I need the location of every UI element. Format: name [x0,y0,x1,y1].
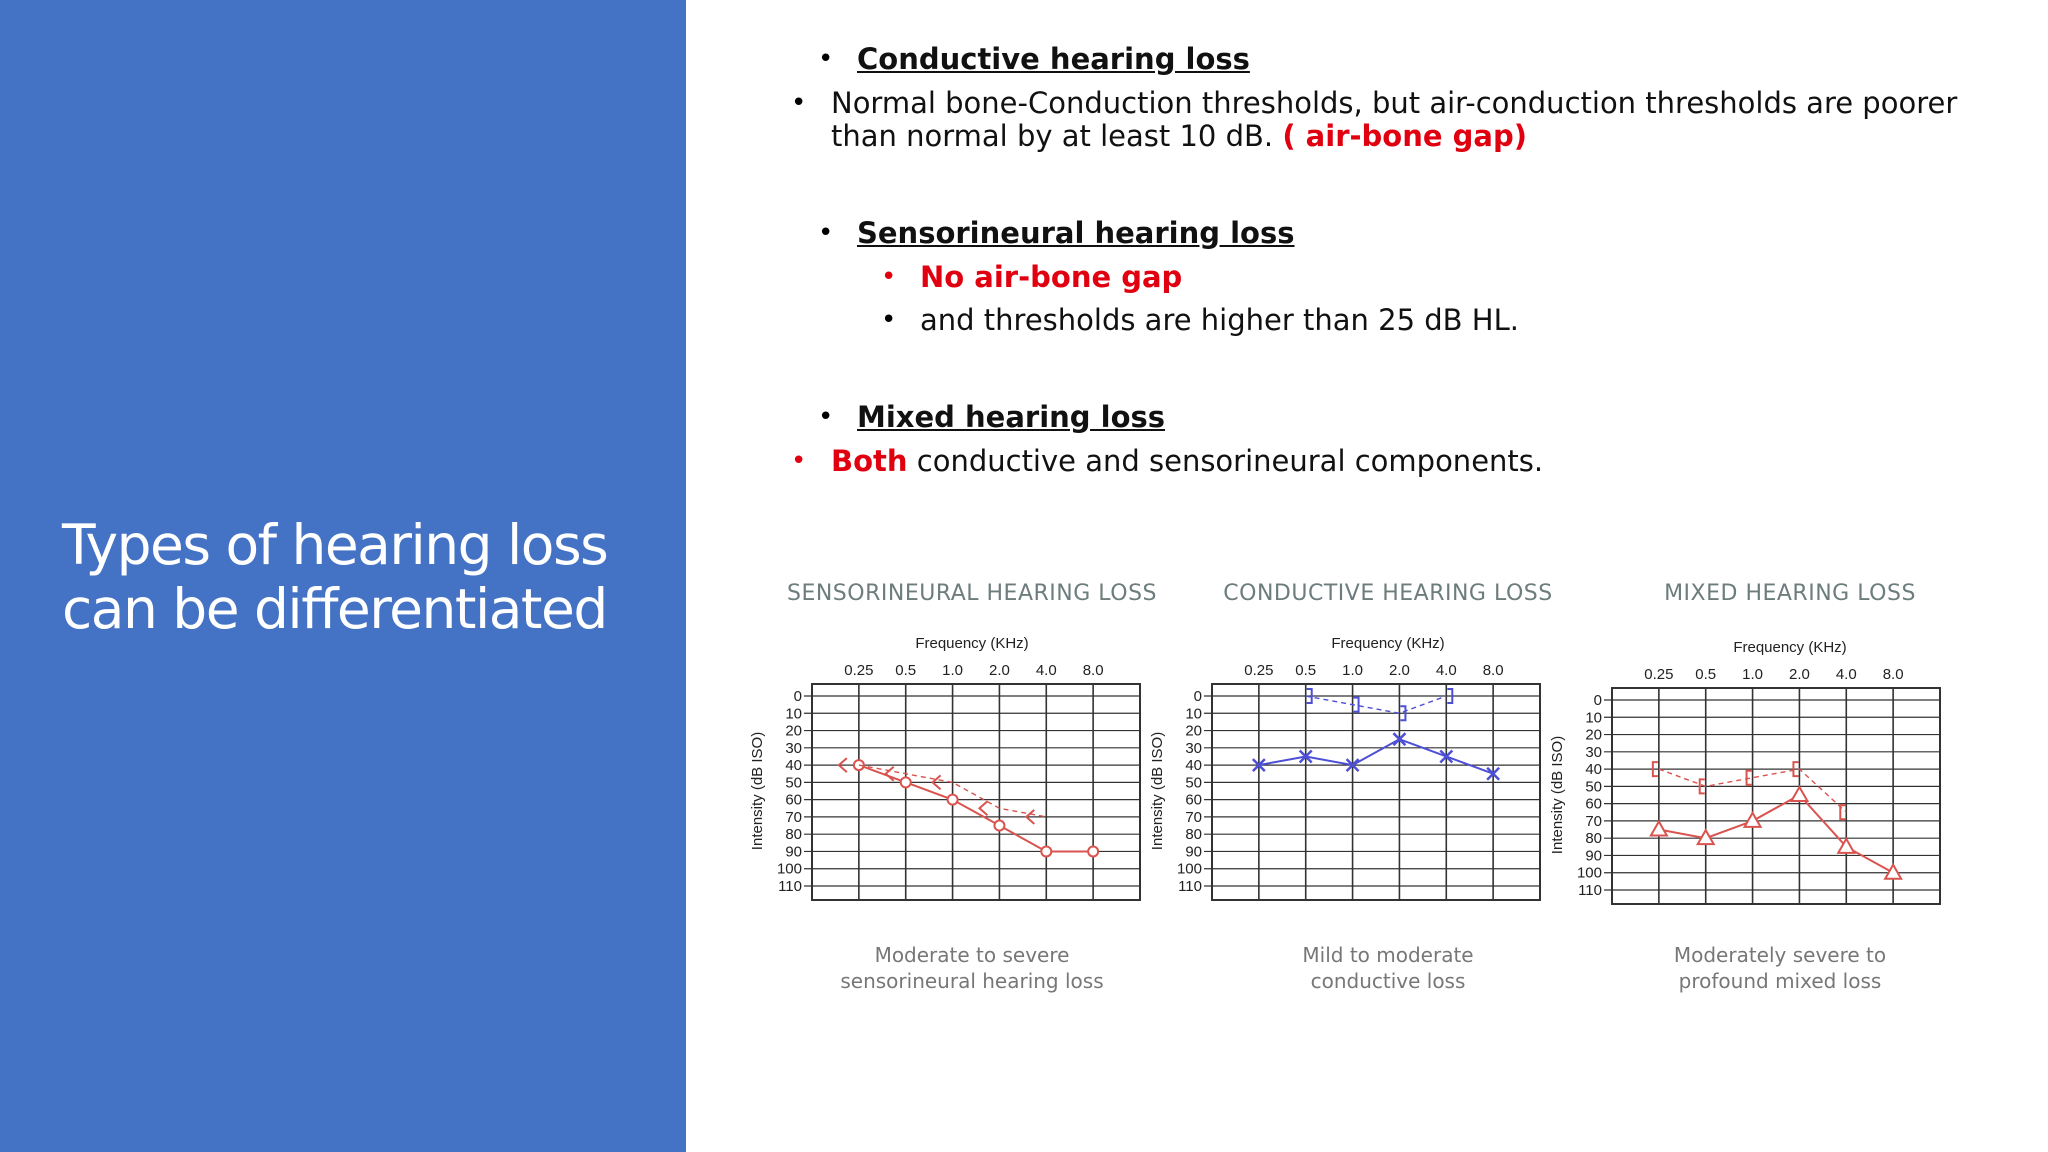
mixed-y-tick-label: 110 [1578,882,1602,899]
sensorineural-y-axis-label: Intensity (dB ISO) [749,731,766,851]
sensorineural-point-circle [994,821,1004,831]
sensorineural-heading: Sensorineural hearing loss [857,216,1295,250]
sensorineural-point-bone [886,767,894,781]
mixed-highlight: Both [831,444,908,478]
sensorineural-grid-frame [812,684,1140,900]
mixed-y-tick-label: 0 [1593,692,1602,709]
sensorineural-y-tick-label: 110 [778,878,802,895]
conductive-x-axis-label: Frequency (KHz) [1331,635,1445,652]
sensorineural-x-tick-label: 4.0 [1035,662,1057,679]
conductive-y-tick-label: 100 [1176,860,1202,878]
conductive-y-tick-label: 90 [1185,843,1202,861]
sensorineural-point-circle [1088,846,1098,856]
sensorineural-x-axis-label: Frequency (KHz) [915,635,1029,652]
mixed-y-tick-label: 10 [1585,709,1602,727]
slide-title-line1: Types of hearing loss [62,513,608,577]
mixed-x-axis-label: Frequency (KHz) [1733,639,1847,656]
sensorineural-series-line-air [859,765,1093,851]
sensorineural-y-tick-label: 100 [776,860,802,878]
conductive-y-tick-label: 20 [1185,722,1202,740]
conductive-y-tick-label: 60 [1185,791,1202,809]
conductive-x-tick-label: 0.5 [1295,662,1317,679]
conductive-x-tick-label: 1.0 [1342,662,1364,679]
sensorineural-x-tick-label: 0.5 [895,662,917,679]
mixed-y-tick-label: 60 [1585,795,1602,813]
mixed-y-tick-label: 70 [1585,812,1602,830]
conductive-caption-line2: conductive loss [1310,969,1466,993]
bullet-dot: • [818,402,834,432]
conductive-text: Normal bone-Conduction thresholds, but air-conduction thresholds are poorer [831,86,1958,120]
mixed-point-bone [1840,805,1845,819]
bullet-dot: • [881,305,897,335]
sensorineural-point-circle [901,777,911,787]
mixed-point-triangle [1651,822,1667,836]
slide-title-line2: can be differentiated [62,577,607,641]
sensorineural-chart-title: SENSORINEURAL HEARING LOSS [786,581,1158,606]
conductive-caption-line1: Mild to moderate [1302,943,1474,967]
conductive-x-tick-label: 2.0 [1388,662,1410,679]
conductive-y-tick-label: 10 [1185,705,1202,723]
conductive-grid-frame [1212,684,1540,900]
conductive-x-tick-label: 8.0 [1482,662,1504,679]
mixed-point-triangle [1885,865,1901,879]
conductive-text2: than normal by at least 10 dB. [831,119,1274,153]
air-bone-gap-highlight: ( air-bone gap) [1282,119,1527,153]
conductive-heading: Conductive hearing loss [857,42,1250,76]
conductive-y-axis-label: Intensity (dB ISO) [1149,731,1166,851]
sensorineural-x-tick-label: 8.0 [1082,662,1104,679]
mixed-caption-line2: profound mixed loss [1678,969,1882,993]
sensorineural-point-bone [979,801,987,815]
mixed-y-tick-label: 50 [1585,778,1602,796]
mixed-caption-line1: Moderately severe to [1673,943,1887,967]
mixed-chart-title: MIXED HEARING LOSS [1664,581,1916,606]
mixed-y-tick-label: 30 [1585,743,1602,761]
mixed-x-tick-label: 0.25 [1644,666,1674,683]
sensorineural-sub2: and thresholds are higher than 25 dB HL. [920,303,1519,337]
mixed-y-tick-label: 100 [1576,864,1602,882]
sensorineural-y-tick-label: 0 [793,688,802,705]
mixed-x-tick-label: 4.0 [1835,666,1857,683]
sensorineural-y-tick-label: 30 [785,739,802,757]
mixed-y-tick-label: 80 [1585,830,1602,848]
bullet-dot: • [818,44,834,74]
mixed-y-tick-label: 20 [1585,726,1602,744]
conductive-chart-title: CONDUCTIVE HEARING LOSS [1223,581,1553,606]
sensorineural-y-tick-label: 60 [785,791,802,809]
sensorineural-y-tick-label: 70 [785,808,802,826]
sensorineural-x-tick-label: 1.0 [942,662,964,679]
mixed-heading: Mixed hearing loss [857,400,1166,434]
mixed-x-tick-label: 8.0 [1882,666,1904,683]
sensorineural-x-tick-label: 0.25 [844,662,874,679]
sensorineural-point-circle [948,795,958,805]
sensorineural-y-tick-label: 80 [785,826,802,844]
conductive-y-tick-label: 80 [1185,826,1202,844]
mixed-y-tick-label: 40 [1585,761,1602,779]
conductive-series-line-bone [1306,696,1447,713]
sensorineural-y-tick-label: 90 [785,843,802,861]
sensorineural-y-tick-label: 40 [785,757,802,775]
conductive-x-tick-label: 0.25 [1244,662,1274,679]
bullet-dot-red: • [881,262,897,292]
conductive-y-tick-label: 40 [1185,757,1202,775]
conductive-series-line-air [1259,739,1493,774]
mixed-point-triangle [1791,787,1807,801]
mixed-text: conductive and sensorineural components. [907,444,1544,478]
sensorineural-x-tick-label: 2.0 [988,662,1010,679]
sensorineural-sub1: No air-bone gap [920,260,1183,294]
conductive-x-tick-label: 4.0 [1435,662,1457,679]
conductive-y-tick-label: 0 [1193,688,1202,705]
mixed-y-axis-label: Intensity (dB ISO) [1549,735,1566,855]
sensorineural-caption-line1: Moderate to severe [874,943,1070,967]
mixed-y-tick-label: 90 [1585,847,1602,865]
conductive-y-tick-label: 110 [1178,878,1202,895]
bullet-dot-red: • [791,446,807,476]
mixed-x-tick-label: 1.0 [1742,666,1764,683]
mixed-point-triangle [1745,813,1761,827]
sensorineural-y-tick-label: 10 [785,705,802,723]
sensorineural-y-tick-label: 50 [785,774,802,792]
conductive-y-tick-label: 30 [1185,739,1202,757]
sensorineural-caption-line2: sensorineural hearing loss [840,969,1104,993]
mixed-x-tick-label: 0.5 [1695,666,1717,683]
mixed-series-line-air [1659,795,1893,873]
sensorineural-y-tick-label: 20 [785,722,802,740]
mixed-x-tick-label: 2.0 [1788,666,1810,683]
bullet-dot: • [791,88,807,118]
sensorineural-point-circle [1041,846,1051,856]
bullet-dot: • [818,218,834,248]
conductive-y-tick-label: 70 [1185,808,1202,826]
conductive-y-tick-label: 50 [1185,774,1202,792]
